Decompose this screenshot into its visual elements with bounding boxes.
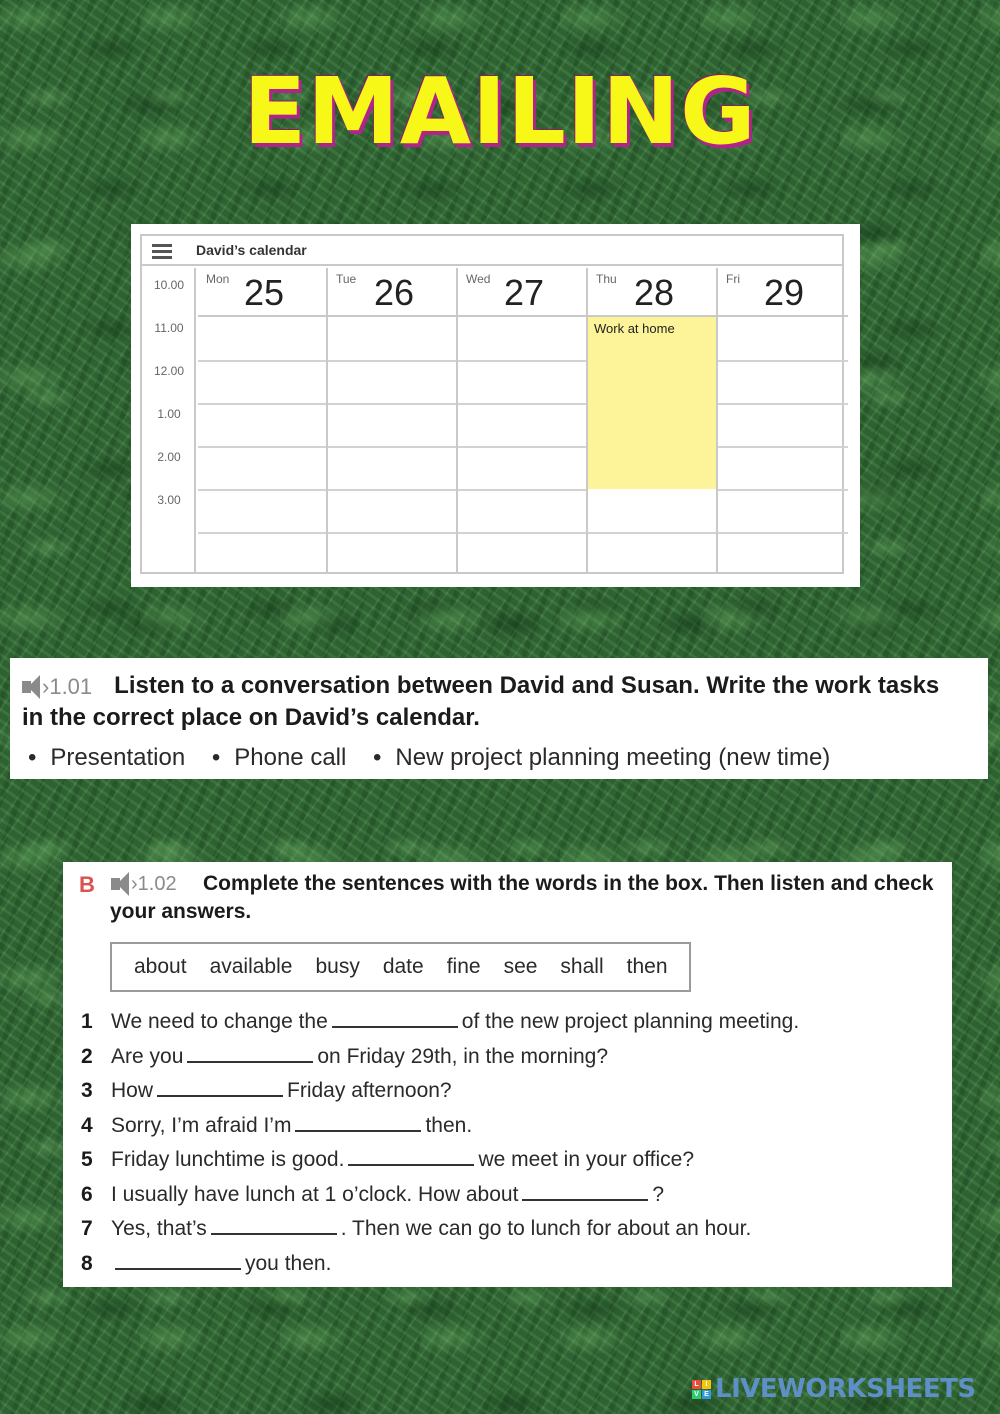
- sentence-after: of the new project planning meeting.: [461, 1010, 800, 1033]
- time-slot[interactable]: [718, 405, 848, 448]
- day-column-tue: [328, 268, 458, 574]
- sentence-after: . Then we can go to lunch for about an hour.: [340, 1217, 752, 1240]
- day-name: Mon: [206, 272, 230, 286]
- day-number: 25: [244, 272, 285, 313]
- sentence-number: 5: [81, 1148, 93, 1171]
- sentence-number: 6: [81, 1182, 93, 1206]
- calendar-panel: [131, 224, 860, 587]
- day-number: 28: [634, 272, 675, 313]
- sentence-number: 2: [81, 1044, 93, 1068]
- time-slot[interactable]: [198, 362, 326, 405]
- exercise-b-panel: [63, 862, 952, 1287]
- time-label: 11.00: [154, 321, 184, 335]
- exercise-a-panel: [10, 658, 988, 779]
- sentence-before: Are you: [111, 1044, 184, 1068]
- sentence-before: How: [111, 1079, 154, 1102]
- answer-blank[interactable]: [522, 1183, 648, 1201]
- audio-play-button[interactable]: › 1.01: [22, 674, 92, 700]
- sentence-number: 4: [81, 1113, 93, 1137]
- instruction-line-2: in the correct place on David’s calendar.: [22, 704, 480, 731]
- time-label: 1.00: [157, 407, 181, 421]
- time-slot[interactable]: [718, 362, 848, 405]
- day-number: 27: [504, 272, 545, 313]
- time-label: 3.00: [157, 493, 181, 507]
- time-label: 2.00: [157, 450, 181, 464]
- word-option: busy: [315, 955, 360, 978]
- list-item: New project planning meeting (new time): [395, 744, 831, 771]
- time-slot[interactable]: [198, 319, 326, 362]
- calendar-title: David’s calendar: [196, 242, 307, 258]
- sentence-after: then.: [425, 1113, 473, 1137]
- sentence-item: [81, 1183, 941, 1218]
- event-label: Work at home: [594, 321, 675, 336]
- day-name: Fri: [726, 272, 740, 286]
- logo-text: LIVEWORKSHEETS: [715, 1374, 976, 1404]
- answer-blank[interactable]: [295, 1114, 421, 1132]
- calendar: [140, 234, 844, 574]
- audio-track-number: 1.02: [137, 872, 177, 895]
- calendar-event[interactable]: [588, 317, 716, 489]
- task-list: • Presentation • Phone call • New project planning meeting (new time): [28, 744, 831, 771]
- time-label: 10.00: [153, 278, 185, 292]
- hamburger-menu-icon[interactable]: [152, 244, 172, 260]
- exercise-a-instruction: [22, 672, 939, 700]
- sentence-number: 7: [81, 1217, 93, 1240]
- sentence-before: I usually have lunch at 1 o’clock. How about: [111, 1182, 519, 1206]
- time-slot[interactable]: [328, 319, 456, 362]
- audio-play-button[interactable]: › 1.02: [111, 872, 177, 896]
- day-name: Wed: [466, 272, 491, 286]
- day-column-fri: [718, 268, 848, 574]
- time-slot[interactable]: [328, 491, 456, 534]
- logo-icon: L I V E: [692, 1380, 711, 1399]
- word-option: see: [503, 955, 538, 978]
- day-name: Tue: [336, 272, 357, 286]
- time-slot[interactable]: [458, 319, 586, 362]
- time-slot[interactable]: [718, 448, 848, 491]
- sentence-after: ?: [652, 1182, 665, 1206]
- sentence-after: we meet in your office?: [478, 1148, 695, 1171]
- instruction-line-2: your answers.: [110, 900, 252, 923]
- time-slot[interactable]: [328, 362, 456, 405]
- calendar-header: [142, 236, 842, 266]
- time-slot[interactable]: [198, 491, 326, 534]
- time-column: [142, 268, 196, 574]
- word-option: about: [134, 955, 187, 978]
- word-option: date: [382, 955, 424, 978]
- word-option: fine: [446, 955, 481, 978]
- sentence-before: We need to change the: [111, 1010, 328, 1033]
- sentence-list: [81, 1010, 941, 1286]
- answer-blank[interactable]: [348, 1148, 474, 1166]
- word-box: [110, 942, 691, 992]
- word-option: available: [209, 955, 293, 978]
- time-slot[interactable]: [718, 491, 848, 534]
- time-slot[interactable]: [198, 405, 326, 448]
- sentence-number: 3: [81, 1079, 93, 1102]
- audio-track-number: 1.01: [49, 674, 93, 699]
- sentence-item: [81, 1079, 941, 1114]
- answer-blank[interactable]: [115, 1252, 241, 1270]
- sentence-number: 1: [81, 1010, 93, 1033]
- day-number: 29: [764, 272, 805, 313]
- time-slot[interactable]: [458, 362, 586, 405]
- list-item: Phone call: [234, 744, 347, 771]
- sentence-number: 8: [81, 1251, 93, 1275]
- page-title: EMAILING: [243, 58, 757, 165]
- day-column-thu: [588, 268, 718, 574]
- time-slot[interactable]: [458, 491, 586, 534]
- sentence-item: [81, 1148, 941, 1183]
- sentence-before: Yes, that’s: [111, 1217, 207, 1240]
- day-name: Thu: [596, 272, 617, 286]
- sentence-item: [81, 1252, 941, 1287]
- answer-blank[interactable]: [332, 1010, 458, 1028]
- word-option: shall: [560, 955, 604, 978]
- instruction-line-1: Complete the sentences with the words in the box. Then listen and check: [203, 872, 934, 895]
- liveworksheets-logo[interactable]: [692, 1374, 976, 1404]
- answer-blank[interactable]: [157, 1079, 283, 1097]
- sentence-item: [81, 1217, 941, 1252]
- answer-blank[interactable]: [211, 1217, 337, 1235]
- sentence-before: Friday lunchtime is good.: [111, 1148, 345, 1171]
- time-slot[interactable]: [718, 319, 848, 362]
- day-column-mon: [198, 268, 328, 574]
- sentence-item: [81, 1010, 941, 1045]
- time-slot[interactable]: [328, 405, 456, 448]
- sentence-after: you then.: [245, 1251, 332, 1275]
- sentence-item: [81, 1045, 941, 1080]
- time-label: 12.00: [153, 364, 185, 378]
- sentence-before: Sorry, I’m afraid I’m: [111, 1113, 292, 1137]
- sentence-after: Friday afternoon?: [287, 1079, 452, 1102]
- exercise-letter: B: [79, 872, 95, 897]
- answer-blank[interactable]: [187, 1045, 313, 1063]
- time-slot[interactable]: [458, 448, 586, 491]
- time-slot[interactable]: [198, 448, 326, 491]
- instruction-line-1: Listen to a conversation between David and Susan. Write the work tasks: [114, 672, 940, 699]
- sentence-item: [81, 1114, 941, 1149]
- list-item: Presentation: [50, 744, 186, 771]
- time-slot[interactable]: [328, 448, 456, 491]
- word-option: then: [626, 955, 668, 978]
- day-column-wed: [458, 268, 588, 574]
- sentence-after: on Friday 29th, in the morning?: [317, 1044, 609, 1068]
- time-slot[interactable]: [458, 405, 586, 448]
- time-slot[interactable]: [588, 491, 716, 534]
- day-number: 26: [374, 272, 415, 313]
